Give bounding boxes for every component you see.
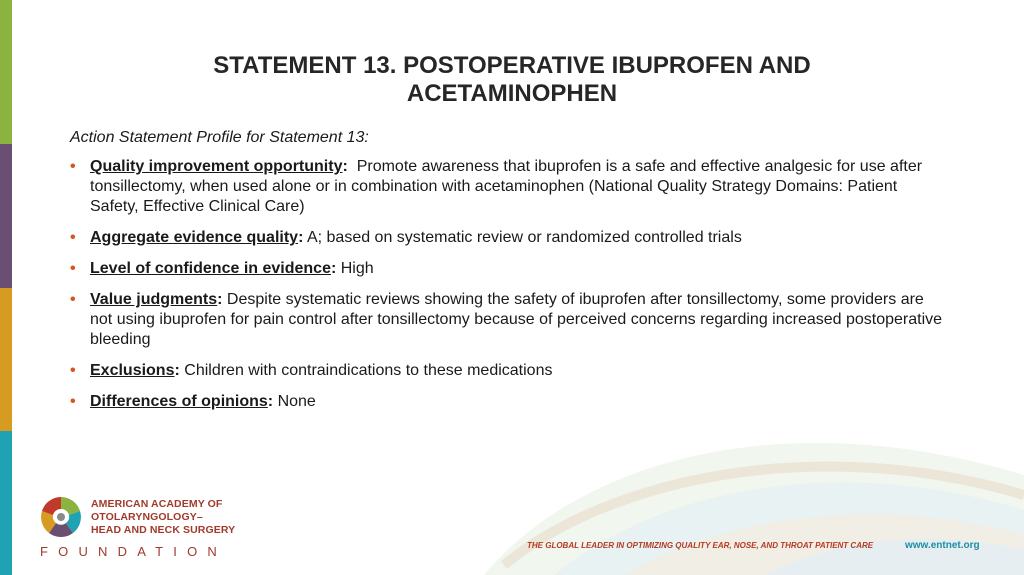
slide-title: [60, 52, 964, 108]
accent-bar-gold: [0, 288, 12, 432]
logo-text-line2: OTOLARYNGOLOGY–: [91, 511, 203, 523]
item-colon: :: [267, 393, 274, 410]
item-colon: :: [298, 229, 304, 246]
bullet-icon: •: [70, 229, 76, 246]
aao-hns-swirl-logo-icon: [38, 494, 84, 540]
item-term: Differences of opinions: [90, 393, 268, 410]
logo-foundation-text: FOUNDATION: [40, 544, 227, 559]
slide-content: [70, 128, 950, 423]
item-colon: :: [174, 362, 180, 379]
slide-subtitle: Action Statement Profile for Statement 13:: [70, 129, 369, 146]
item-text: None: [277, 393, 316, 410]
item-text: Despite systematic reviews showing the safety of ibuprofen after tonsillectomy, some providers are not using ibuprofen for pain control after tonsillectomy because of perceived concerns regarding increased postoperative bleeding: [90, 291, 943, 348]
bullet-list: [70, 157, 950, 412]
bullet-icon: •: [70, 362, 76, 379]
item-term: Quality improvement opportunity: [90, 158, 343, 175]
accent-bar-teal: [0, 431, 12, 575]
list-item: [70, 228, 950, 248]
accent-bar-green: [0, 0, 12, 144]
slide-title-line1: STATEMENT 13. POSTOPERATIVE IBUPROFEN AND: [213, 52, 811, 79]
slide-title-line2: ACETAMINOPHEN: [406, 80, 618, 107]
logo-text-line3: HEAD AND NECK SURGERY: [91, 524, 236, 536]
logo-text-line1: AMERICAN ACADEMY OF: [91, 498, 223, 510]
item-term: Level of confidence in evidence: [90, 260, 331, 277]
item-text: A; based on systematic review or randomized controlled trials: [306, 229, 742, 246]
item-text: Promote awareness that ibuprofen is a safe and effective analgesic for use after tonsillectomy, when used alone or in combination with acetaminophen (National Quality Strategy Domains: Patient Safety, Effective Clinical Care): [90, 158, 923, 215]
bullet-icon: •: [70, 260, 76, 277]
accent-color-bar: [0, 0, 12, 575]
bullet-icon: •: [70, 158, 76, 175]
item-colon: :: [217, 291, 223, 308]
accent-bar-purple: [0, 144, 12, 288]
footer-tagline: THE GLOBAL LEADER IN OPTIMIZING QUALITY EAR, NOSE, AND THROAT PATIENT CARE: [527, 541, 874, 550]
list-item: [70, 290, 950, 350]
item-text: High: [340, 260, 374, 277]
item-colon: :: [330, 260, 337, 277]
item-term: Value judgments: [90, 291, 218, 308]
item-colon: :: [342, 158, 348, 175]
list-item: [70, 392, 950, 412]
background-swoosh: [464, 415, 1024, 575]
list-item: [70, 259, 950, 279]
bullet-icon: •: [70, 291, 76, 308]
item-text: Children with contraindications to these medications: [184, 362, 553, 379]
footer-url-link[interactable]: www.entnet.org: [905, 540, 980, 551]
item-term: Exclusions: [90, 362, 175, 379]
list-item: [70, 157, 950, 217]
item-term: Aggregate evidence quality: [90, 229, 299, 246]
list-item: [70, 361, 950, 381]
bullet-icon: •: [70, 393, 76, 410]
organization-logo: [38, 494, 238, 564]
